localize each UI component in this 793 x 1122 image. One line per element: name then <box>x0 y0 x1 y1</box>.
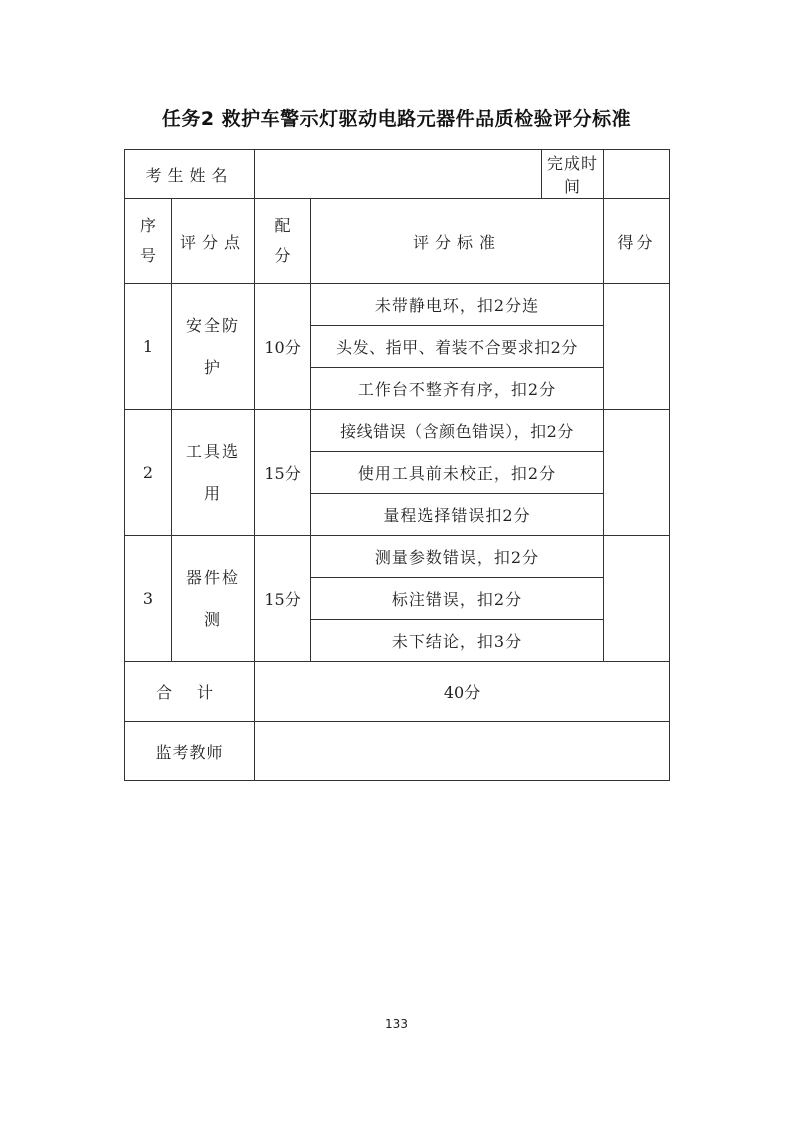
criteria-item: 测量参数错误，扣2分 <box>311 536 604 578</box>
row-score: 15分 <box>255 536 311 662</box>
scoring-table <box>124 149 670 781</box>
row-obtained-field[interactable] <box>604 536 670 662</box>
column-header-row <box>125 199 670 284</box>
table-row <box>125 410 670 452</box>
row-point: 安全防护 <box>172 284 255 410</box>
page-number: 133 <box>385 1017 408 1031</box>
col-header-criteria: 评分标准 <box>311 199 604 284</box>
col-header-point: 评分点 <box>172 199 255 284</box>
criteria-item: 接线错误（含颜色错误），扣2分 <box>311 410 604 452</box>
total-label: 合 计 <box>125 662 255 722</box>
header-row <box>125 150 670 199</box>
row-seq: 2 <box>125 410 172 536</box>
col-header-obtained: 得分 <box>604 199 670 284</box>
criteria-item: 标注错误，扣2分 <box>311 578 604 620</box>
examinee-name-field[interactable] <box>255 150 542 199</box>
supervisor-label: 监考教师 <box>125 722 255 781</box>
completion-time-label: 完成时间 <box>542 150 604 199</box>
criteria-item: 工作台不整齐有序，扣2分 <box>311 368 604 410</box>
col-header-score: 配分 <box>255 199 311 284</box>
table-row <box>125 536 670 578</box>
page-title: 任务2 救护车警示灯驱动电路元器件品质检验评分标准 <box>161 108 632 130</box>
row-obtained-field[interactable] <box>604 410 670 536</box>
criteria-item: 使用工具前未校正，扣2分 <box>311 452 604 494</box>
total-row <box>125 662 670 722</box>
row-seq: 1 <box>125 284 172 410</box>
examinee-name-label: 考生姓名 <box>125 150 255 199</box>
col-header-seq: 序号 <box>125 199 172 284</box>
supervisor-row <box>125 722 670 781</box>
row-point: 工具选用 <box>172 410 255 536</box>
criteria-item: 头发、指甲、着装不合要求扣2分 <box>311 326 604 368</box>
row-obtained-field[interactable] <box>604 284 670 410</box>
total-value: 40分 <box>255 662 670 722</box>
criteria-item: 未带静电环，扣2分连 <box>311 284 604 326</box>
row-point: 器件检测 <box>172 536 255 662</box>
row-seq: 3 <box>125 536 172 662</box>
row-score: 10分 <box>255 284 311 410</box>
table-row <box>125 284 670 326</box>
criteria-item: 未下结论，扣3分 <box>311 620 604 662</box>
supervisor-field[interactable] <box>255 722 670 781</box>
completion-time-field[interactable] <box>604 150 670 199</box>
row-score: 15分 <box>255 410 311 536</box>
criteria-item: 量程选择错误扣2分 <box>311 494 604 536</box>
